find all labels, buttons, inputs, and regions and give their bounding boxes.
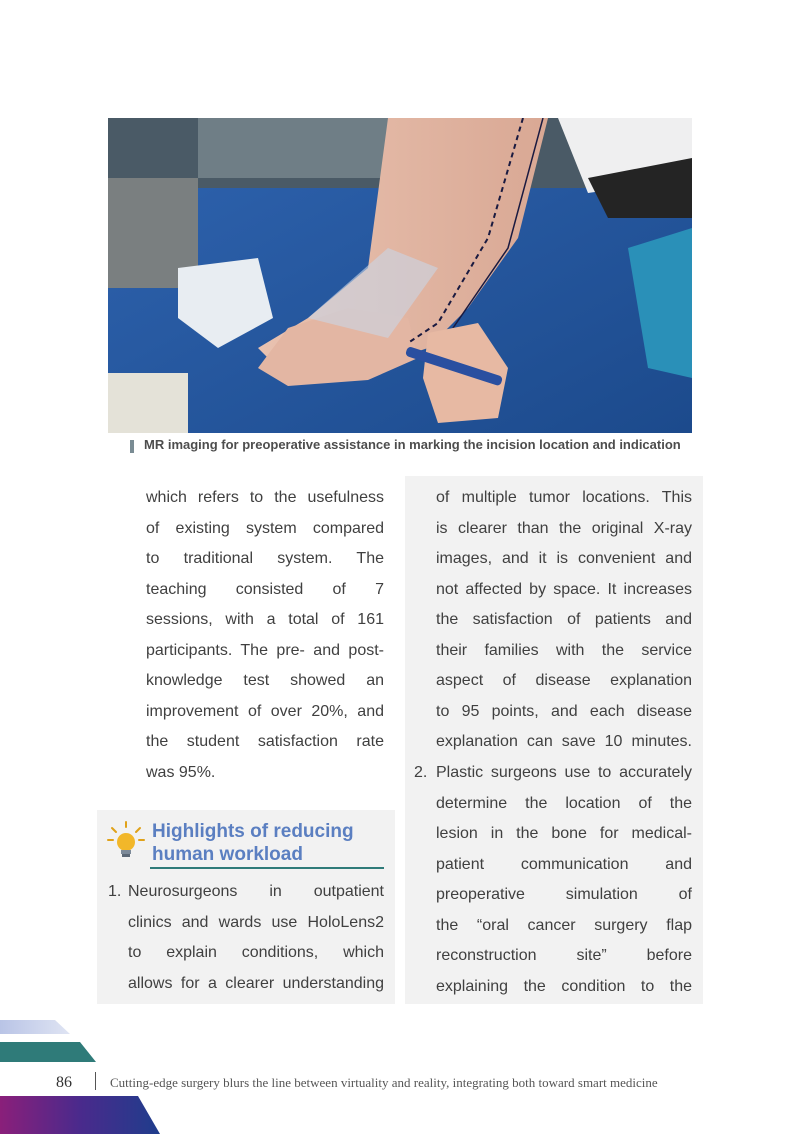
right-column-paragraph bbox=[436, 483, 692, 758]
text-line: lesion in the bone for medical- bbox=[436, 825, 692, 842]
text-line: aspect of disease explanation bbox=[436, 672, 692, 689]
text-line: which refers to the usefulness bbox=[146, 489, 384, 506]
footer-divider bbox=[95, 1072, 96, 1090]
left-column-paragraph bbox=[146, 483, 384, 788]
highlights-title-line1: Highlights of reducing bbox=[152, 821, 354, 842]
text-line: improvement of over 20%, and bbox=[146, 702, 384, 720]
text-line: images, and it is convenient and bbox=[436, 550, 692, 567]
text-line: their families with the service bbox=[436, 641, 692, 659]
surgical-photo bbox=[108, 118, 692, 433]
text-line: to explain conditions, which bbox=[128, 944, 384, 961]
text-line: the “oral cancer surgery flap bbox=[436, 916, 692, 934]
list-number bbox=[108, 877, 130, 908]
highlights-rule bbox=[150, 867, 384, 869]
text-line: is clearer than the original X-ray bbox=[436, 519, 692, 537]
text-line: Plastic surgeons use to accurately bbox=[436, 764, 692, 781]
highlights-title-line2: human workload bbox=[152, 844, 303, 865]
leg-marking-illustration bbox=[108, 118, 692, 433]
item-1-number: 1. bbox=[108, 883, 122, 900]
highlights-title bbox=[152, 820, 354, 866]
text-line: determine the location of the bbox=[436, 794, 692, 812]
text-line: the satisfaction of patients and bbox=[436, 611, 692, 628]
text-line: clinics and wards use HoloLens2 bbox=[128, 913, 384, 931]
text-line: explanation can save 10 minutes. bbox=[436, 733, 692, 750]
caption-marker bbox=[130, 440, 134, 453]
text-line: patient communication and bbox=[436, 855, 692, 873]
text-line: not affected by space. It increases bbox=[436, 580, 692, 598]
running-title: Cutting-edge surgery blurs the line between virtuality and reality, integrating both toward smart medicine bbox=[110, 1075, 658, 1090]
text-line: was 95%. bbox=[146, 763, 216, 781]
text-line: knowledge test showed an bbox=[146, 672, 384, 689]
list-number bbox=[414, 758, 436, 789]
text-line: explaining the condition to the bbox=[436, 977, 692, 995]
text-line: Neurosurgeons in outpatient bbox=[128, 883, 384, 900]
highlights-item-2 bbox=[436, 758, 692, 1002]
text-line: to 95 points, and each disease bbox=[436, 702, 692, 720]
figure-caption: MR imaging for preoperative assistance in marking the incision location and indication bbox=[144, 437, 681, 452]
item-2-number: 2. bbox=[414, 764, 428, 781]
text-line: preoperative simulation of bbox=[436, 886, 692, 903]
text-line: reconstruction site” before bbox=[436, 947, 692, 964]
highlights-item-1 bbox=[128, 877, 384, 999]
page-number: 86 bbox=[56, 1074, 72, 1091]
text-line: sessions, with a total of 161 bbox=[146, 611, 384, 628]
text-line: participants. The pre- and post- bbox=[146, 641, 384, 659]
text-line: to traditional system. The bbox=[146, 550, 384, 567]
text-line: of existing system compared bbox=[146, 519, 384, 537]
lightbulb-icon bbox=[106, 820, 146, 864]
text-line: of multiple tumor locations. This bbox=[436, 489, 692, 506]
text-line: allows for a clearer understanding bbox=[128, 974, 384, 992]
footer-decoration bbox=[0, 1010, 170, 1134]
text-line: teaching consisted of 7 bbox=[146, 580, 384, 598]
text-line: the student satisfaction rate bbox=[146, 733, 384, 750]
